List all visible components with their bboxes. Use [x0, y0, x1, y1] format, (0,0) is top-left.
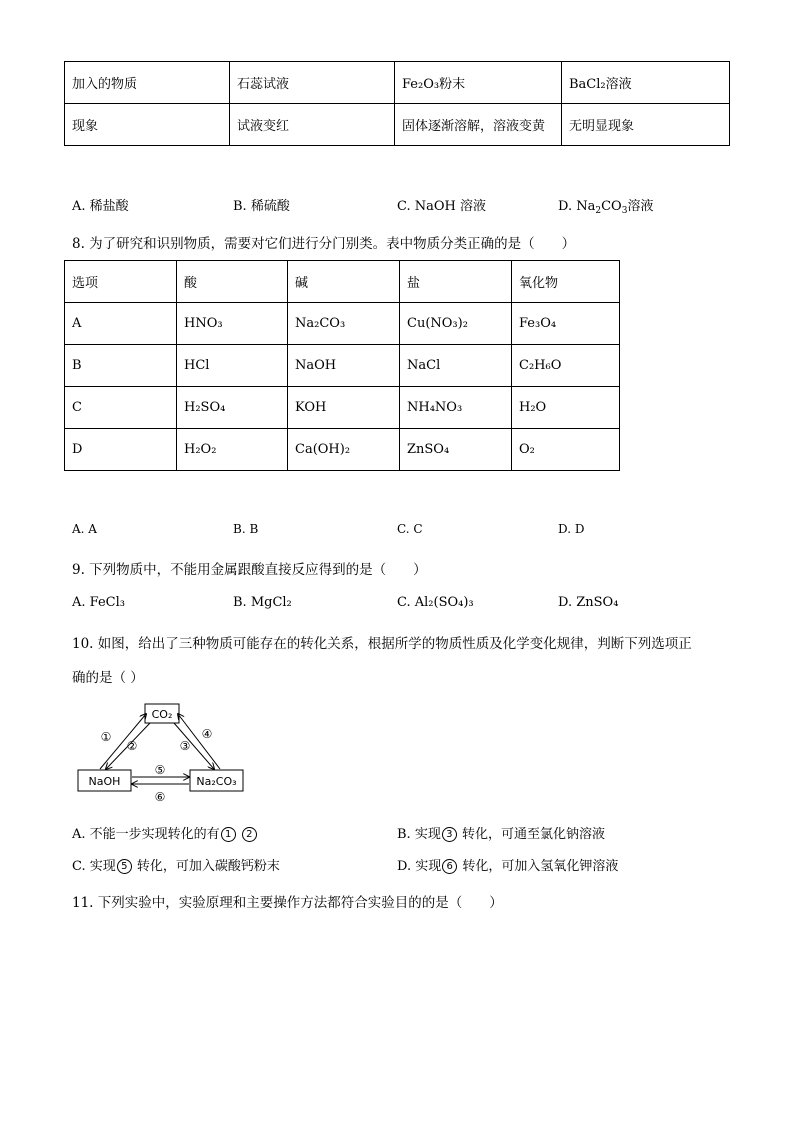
- q10-b-post: 转化，可通至氯化钠溶液: [457, 827, 605, 842]
- table-cell: Ca(OH)₂: [288, 429, 400, 471]
- q9-option-b[interactable]: B. MgCl₂: [233, 595, 292, 610]
- table-cell: Fe₂O₃粉末: [395, 62, 562, 104]
- q8-option-b[interactable]: B. B: [233, 522, 259, 536]
- table-cell: C₂H₆O: [512, 345, 620, 387]
- q10-option-b[interactable]: [397, 823, 605, 842]
- table-cell: 加入的物质: [65, 62, 230, 104]
- table-header: 碱: [288, 261, 400, 303]
- q7-d-suffix: 溶液: [627, 199, 654, 214]
- conversion-diagram: [70, 698, 255, 808]
- q10-stem-line2: 确的是（ ）: [72, 670, 144, 686]
- table-cell: NH₄NO₃: [400, 387, 512, 429]
- q9-option-a[interactable]: A. FeCl₃: [72, 595, 125, 610]
- table-header: 选项: [65, 261, 177, 303]
- q7-d-mid: CO: [601, 199, 622, 214]
- table-cell: Fe₃O₄: [512, 303, 620, 345]
- q7-d-sub2: 3: [621, 206, 628, 216]
- reagent-table: [64, 61, 730, 146]
- q7-option-d[interactable]: [558, 195, 653, 214]
- q7-option-b[interactable]: B. 稀硫酸: [233, 199, 290, 214]
- table-cell: NaOH: [288, 345, 400, 387]
- label-5: ⑤: [154, 763, 166, 777]
- table-cell: C: [65, 387, 177, 429]
- q8-option-a[interactable]: A. A: [72, 522, 97, 536]
- label-6: ⑥: [154, 790, 166, 804]
- q10-stem-line1: 10. 如图，给出了三种物质可能存在的转化关系，根据所学的物质性质及化学变化规律，判断下列选项正: [72, 636, 692, 652]
- q7-option-a[interactable]: A. 稀盐酸: [72, 199, 129, 214]
- q8-option-c[interactable]: C. C: [397, 522, 423, 536]
- table-cell: Cu(NO₃)₂: [400, 303, 512, 345]
- q10-b-pre: B. 实现: [397, 827, 441, 842]
- label-4: ④: [201, 727, 213, 741]
- table-cell: D: [65, 429, 177, 471]
- na2co3-label: Na₂CO₃: [196, 775, 237, 788]
- table-cell: BaCl₂溶液: [562, 62, 730, 104]
- table-cell: Na₂CO₃: [288, 303, 400, 345]
- table-cell: ZnSO₄: [400, 429, 512, 471]
- label-1: ①: [100, 730, 112, 744]
- table-cell: H₂SO₄: [177, 387, 288, 429]
- circled-2: 2: [242, 827, 257, 842]
- table-cell: HCl: [177, 345, 288, 387]
- table-header: 氧化物: [512, 261, 620, 303]
- q7-option-c[interactable]: C. NaOH 溶液: [397, 199, 487, 214]
- table-cell: 试液变红: [230, 104, 395, 146]
- q10-c-post: 转化，可加入碳酸钙粉末: [132, 859, 280, 874]
- q8-option-d[interactable]: D. D: [558, 522, 585, 536]
- table-cell: 无明显现象: [562, 104, 730, 146]
- table-cell: B: [65, 345, 177, 387]
- table-cell: 石蕊试液: [230, 62, 395, 104]
- q9-option-c[interactable]: C. Al₂(SO₄)₃: [397, 595, 474, 610]
- table-cell: HNO₃: [177, 303, 288, 345]
- q10-d-pre: D. 实现: [397, 859, 442, 874]
- label-3: ③: [179, 739, 191, 753]
- q10-option-d[interactable]: [397, 855, 618, 874]
- circled-5: 5: [117, 859, 132, 874]
- label-2: ②: [126, 739, 138, 753]
- q10-d-post: 转化，可加入氢氧化钾溶液: [458, 859, 619, 874]
- q9-option-d[interactable]: D. ZnSO₄: [558, 595, 619, 610]
- circled-1: 1: [221, 827, 236, 842]
- circled-3: 3: [442, 827, 457, 842]
- table-cell: 固体逐渐溶解，溶液变黄: [395, 104, 562, 146]
- table-cell: H₂O₂: [177, 429, 288, 471]
- table-header: 盐: [400, 261, 512, 303]
- table-cell: KOH: [288, 387, 400, 429]
- circled-6: 6: [442, 859, 457, 874]
- table-cell: A: [65, 303, 177, 345]
- table-cell: H₂O: [512, 387, 620, 429]
- q9-stem: 9. 下列物质中，不能用金属跟酸直接反应得到的是（ ）: [72, 562, 427, 578]
- naoh-label: NaOH: [88, 775, 121, 788]
- q11-stem: 11. 下列实验中，实验原理和主要操作方法都符合实验目的的是（ ）: [72, 895, 503, 911]
- q7-d-sub1: 2: [595, 206, 602, 216]
- classification-table: [64, 260, 620, 471]
- table-cell: NaCl: [400, 345, 512, 387]
- table-cell: 现象: [65, 104, 230, 146]
- q7-d-prefix: D. Na: [558, 199, 596, 214]
- q10-a-text: A. 不能一步实现转化的有: [72, 827, 220, 842]
- q10-option-a[interactable]: [72, 823, 258, 842]
- q10-option-c[interactable]: [72, 855, 280, 874]
- q10-c-pre: C. 实现: [72, 859, 116, 874]
- q8-stem: 8. 为了研究和识别物质，需要对它们进行分门别类。表中物质分类正确的是（ ）: [72, 236, 576, 252]
- table-cell: O₂: [512, 429, 620, 471]
- co2-label: CO₂: [151, 708, 173, 721]
- table-header: 酸: [177, 261, 288, 303]
